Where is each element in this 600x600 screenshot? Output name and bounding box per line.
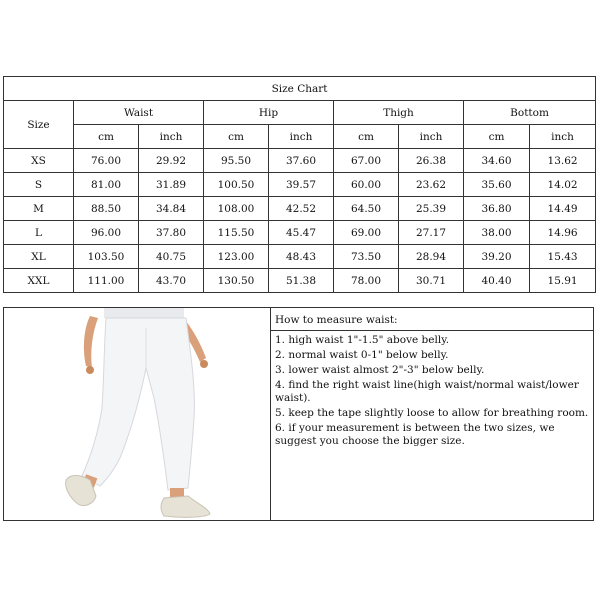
- measure-guide-panel: [3, 307, 594, 521]
- hip-header: Hip: [204, 101, 334, 125]
- table-row: [4, 173, 596, 197]
- measurement-cell: 39.20: [464, 245, 530, 269]
- measurement-cell: 108.00: [204, 197, 269, 221]
- measurement-cell: 64.50: [334, 197, 399, 221]
- measurement-cell: 81.00: [74, 173, 139, 197]
- measurement-cell: 31.89: [139, 173, 204, 197]
- unit-header: cm: [74, 125, 139, 149]
- measurement-cell: 25.39: [399, 197, 464, 221]
- measurement-cell: 27.17: [399, 221, 464, 245]
- measurement-cell: 123.00: [204, 245, 269, 269]
- measurement-cell: 48.43: [269, 245, 334, 269]
- measurement-cell: 15.91: [530, 269, 596, 293]
- measurement-cell: 30.71: [399, 269, 464, 293]
- size-label-cell: XXL: [4, 269, 74, 293]
- measurement-cell: 14.96: [530, 221, 596, 245]
- size-label-cell: XS: [4, 149, 74, 173]
- pants-model-illustration: [4, 308, 270, 520]
- measurement-cell: 69.00: [334, 221, 399, 245]
- bottom-header: Bottom: [464, 101, 596, 125]
- measurement-cell: 39.57: [269, 173, 334, 197]
- right-shoe-shape: [161, 496, 210, 517]
- measurement-cell: 42.52: [269, 197, 334, 221]
- white-pants-shape: [82, 318, 194, 490]
- table-row: [4, 221, 596, 245]
- measurement-cell: 115.50: [204, 221, 269, 245]
- table-row: [4, 149, 596, 173]
- instruction-item: 5. keep the tape slightly loose to allow for breathing room.: [275, 407, 589, 419]
- measurement-cell: 40.75: [139, 245, 204, 269]
- measurement-cell: 60.00: [334, 173, 399, 197]
- hand-shape: [86, 366, 94, 374]
- measurement-cell: 38.00: [464, 221, 530, 245]
- measurement-cell: 73.50: [334, 245, 399, 269]
- instruction-item: 4. find the right waist line(high waist/normal waist/lower waist).: [275, 379, 579, 404]
- measurement-cell: 13.62: [530, 149, 596, 173]
- measurement-cell: 28.94: [399, 245, 464, 269]
- measurement-cell: 35.60: [464, 173, 530, 197]
- left-arm-shape: [84, 316, 98, 368]
- table-row: [4, 269, 596, 293]
- measurement-cell: 37.60: [269, 149, 334, 173]
- instruction-item: 3. lower waist almost 2"-3" below belly.: [275, 364, 485, 376]
- hand-shape: [200, 360, 208, 368]
- size-chart-title: Size Chart: [4, 77, 596, 101]
- size-chart-table: [3, 76, 596, 293]
- measurement-cell: 111.00: [74, 269, 139, 293]
- measurement-cell: 51.38: [269, 269, 334, 293]
- size-label-cell: M: [4, 197, 74, 221]
- measurement-cell: 14.49: [530, 197, 596, 221]
- unit-header: inch: [399, 125, 464, 149]
- unit-header: cm: [464, 125, 530, 149]
- measurement-cell: 100.50: [204, 173, 269, 197]
- measurement-cell: 34.60: [464, 149, 530, 173]
- instruction-item: 2. normal waist 0-1" below belly.: [275, 349, 449, 361]
- size-label-cell: S: [4, 173, 74, 197]
- unit-header: inch: [139, 125, 204, 149]
- waist-header: Waist: [74, 101, 204, 125]
- measurement-cell: 103.50: [74, 245, 139, 269]
- size-column-header: Size: [4, 101, 74, 149]
- unit-header: inch: [530, 125, 596, 149]
- measurement-cell: 45.47: [269, 221, 334, 245]
- size-label-cell: XL: [4, 245, 74, 269]
- measure-instructions: [271, 308, 593, 520]
- measurement-cell: 36.80: [464, 197, 530, 221]
- instructions-heading: How to measure waist:: [271, 308, 593, 331]
- measurement-cell: 95.50: [204, 149, 269, 173]
- measurement-cell: 43.70: [139, 269, 204, 293]
- measurement-cell: 29.92: [139, 149, 204, 173]
- measurement-cell: 78.00: [334, 269, 399, 293]
- unit-header: inch: [269, 125, 334, 149]
- table-row: [4, 197, 596, 221]
- measurement-cell: 37.80: [139, 221, 204, 245]
- table-row: [4, 245, 596, 269]
- measurement-cell: 130.50: [204, 269, 269, 293]
- unit-header: cm: [334, 125, 399, 149]
- size-label-cell: L: [4, 221, 74, 245]
- measurement-cell: 23.62: [399, 173, 464, 197]
- measurement-cell: 88.50: [74, 197, 139, 221]
- unit-header: cm: [204, 125, 269, 149]
- instruction-item: 1. high waist 1"-1.5" above belly.: [275, 334, 450, 346]
- measurement-cell: 40.40: [464, 269, 530, 293]
- product-photo: [4, 308, 271, 520]
- measurement-cell: 14.02: [530, 173, 596, 197]
- measurement-cell: 96.00: [74, 221, 139, 245]
- measurement-cell: 67.00: [334, 149, 399, 173]
- instruction-item: 6. if your measurement is between the two sizes, we suggest you choose the bigger size.: [275, 422, 555, 447]
- thigh-header: Thigh: [334, 101, 464, 125]
- measurement-cell: 34.84: [139, 197, 204, 221]
- measurement-cell: 26.38: [399, 149, 464, 173]
- shirt-hem-shape: [104, 308, 184, 318]
- measurement-cell: 76.00: [74, 149, 139, 173]
- measurement-cell: 15.43: [530, 245, 596, 269]
